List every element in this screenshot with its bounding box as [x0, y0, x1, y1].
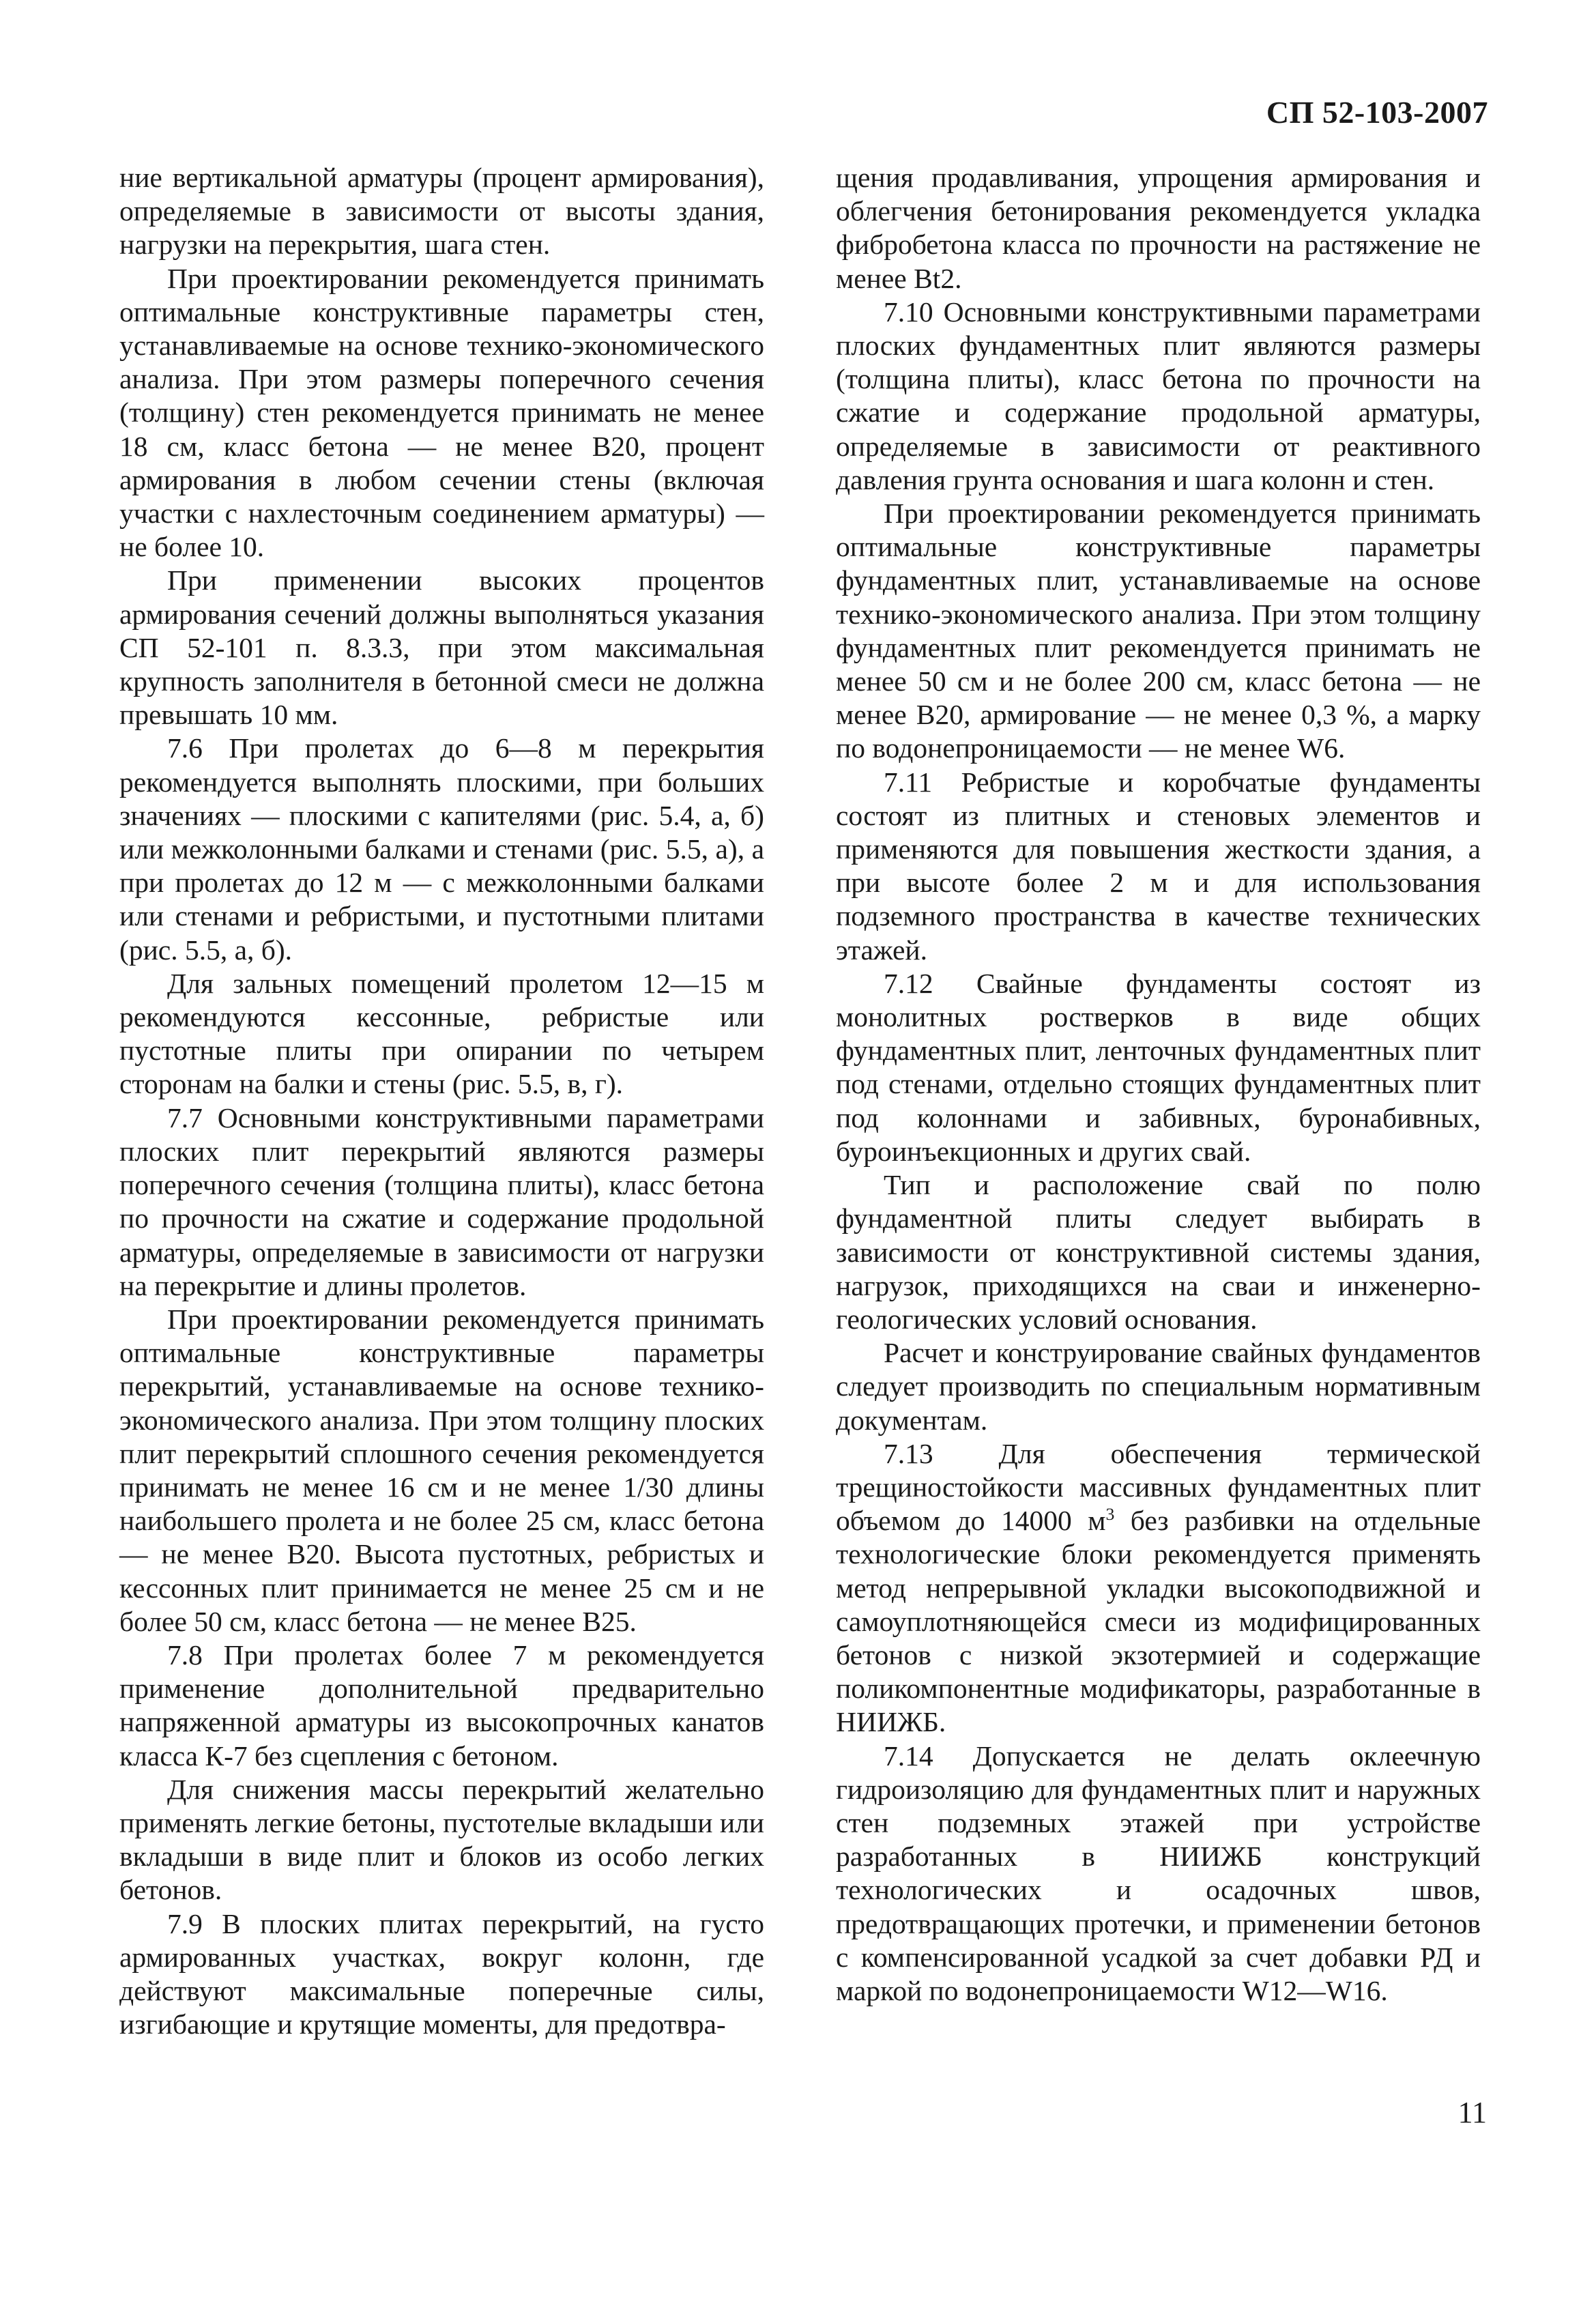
paragraph: Расчет и конструирование свайных фундаментов следует производить по специальным нормативным документам.	[836, 1337, 1481, 1436]
paragraph: Для снижения массы перекрытий желательно применять легкие бетоны, пустотелые вкладыши или вкладыши в виде плит и блоков из особо легких бетонов.	[119, 1773, 764, 1906]
paragraph-7-12: 7.12 Свайные фундаменты состоят из монолитных ростверков в виде общих фундаментных плит, ленточных фундаментных плит под стенами, отдельно стоящих фундаментных плит под колоннами и забивных, буронабивных, буроинъекционных и других свай.	[836, 967, 1481, 1167]
paragraph: Тип и расположение свай по полю фундаментной плиты следует выбирать в зависимости от конструктивной системы здания, нагрузок, приходящихся на сваи и инженерно-геологических условий основания.	[836, 1169, 1481, 1335]
page-number: 11	[1457, 2096, 1487, 2129]
right-text-column	[836, 161, 1481, 2008]
paragraph: При проектировании рекомендуется принимать оптимальные конструктивные параметры стен, устанавливаемые на основе технико-экономического анализа. При этом размеры поперечного сечения (толщину) стен рекомендуется принимать не менее 18 см, класс бетона — не менее В20, процент армирования в любом сечении стены (включая участки с нахлесточным соединением арматуры) — не более 10.	[119, 262, 764, 563]
paragraph-7-10: 7.10 Основными конструктивными параметрами плоских фундаментных плит являются размеры (толщина плиты), класс бетона по прочности на сжатие и содержание продольной арматуры, определяемые в зависимости от реактивного давления грунта основания и шага колонн и стен.	[836, 295, 1481, 495]
left-text-column	[119, 161, 764, 2041]
paragraph-7-13	[836, 1437, 1481, 1739]
superscript: 3	[1105, 1504, 1115, 1525]
paragraph: При проектировании рекомендуется принимать оптимальные конструктивные параметры перекрытий, устанавливаемые на основе технико-экономического анализа. При этом толщину плоских плит перекрытий сплошного сечения рекомендуется принимать не менее 16 см и не менее 1/30 длины наибольшего пролета и не более 25 см, класс бетона — не менее В20. Высота пустотных, ребристых и кессонных плит принимается не менее 25 см и не более 50 см, класс бетона — не менее В25.	[119, 1303, 764, 1637]
paragraph: Для зальных помещений пролетом 12—15 м рекомендуются кессонные, ребристые или пустотные плиты при опирании по четырем сторонам на балки и стены (рис. 5.5, в, г).	[119, 967, 764, 1100]
paragraph-7-11: 7.11 Ребристые и коробчатые фундаменты состоят из плитных и стеновых элементов и применяются для повышения жесткости здания, а при высоте более 2 м и для использования подземного пространства в качестве технических этажей.	[836, 766, 1481, 966]
document-code-header: СП 52-103-2007	[1266, 95, 1488, 130]
paragraph: При проектировании рекомендуется принимать оптимальные конструктивные параметры фундаментных плит, устанавливаемые на основе технико-экономического анализа. При этом толщину фундаментных плит рекомендуется принимать не менее 50 см и не более 200 см, класс бетона — не менее В20, армирование — не менее 0,3 %, а марку по водонепроницаемости — не менее W6.	[836, 497, 1481, 764]
paragraph-7-9: 7.9 В плоских плитах перекрытий, на густо армированных участках, вокруг колонн, где действуют максимальные поперечные силы, изгибающие и крутящие моменты, для предотвра-	[119, 1907, 764, 2040]
paragraph-7-8: 7.8 При пролетах более 7 м рекомендуется применение дополнительной предварительно напряженной арматуры из высокопрочных канатов класса К-7 без сцепления с бетоном.	[119, 1638, 764, 1772]
paragraph-7-7: 7.7 Основными конструктивными параметрами плоских плит перекрытий являются размеры поперечного сечения (толщина плиты), класс бетона по прочности на сжатие и содержание продольной арматуры, определяемые в зависимости от нагрузки на перекрытие и длины пролетов.	[119, 1101, 764, 1301]
paragraph-7-14: 7.14 Допускается не делать оклеечную гидроизоляцию для фундаментных плит и наружных стен подземных этажей при устройстве разработанных в НИИЖБ конструкций технологических и осадочных швов, предотвращающих протечки, и применении бетонов с компенсированной усадкой за счет добавки РД и маркой по водонепроницаемости W12—W16.	[836, 1739, 1481, 2006]
paragraph-text: 7.13 Для обеспечения термической трещиностойкости массивных фундаментных плит объемом до 14000 м	[836, 1437, 1481, 1537]
paragraph: ние вертикальной арматуры (процент армирования), определяемые в зависимости от высоты здания, нагрузки на перекрытия, шага стен.	[119, 162, 764, 261]
paragraph: щения продавливания, упрощения армирования и облегчения бетонирования рекомендуется укладка фибробетона класса по прочности на растяжение не менее Bt2.	[836, 162, 1481, 294]
paragraph-7-6: 7.6 При пролетах до 6—8 м перекрытия рекомендуется выполнять плоскими, при больших значениях — плоскими с капителями (рис. 5.4, а, б) или межколонными балками и стенами (рис. 5.5, а), а при пролетах до 12 м — с межколонными балками или стенами и ребристыми, и пустотными плитами (рис. 5.5, а, б).	[119, 732, 764, 966]
paragraph-text: без разбивки на отдельные технологические блоки рекомендуется применять метод непрерывной укладки высокоподвижной и самоуплотняющейся смеси из модифицированных бетонов с низкой экзотермией и содержащие поликомпонентные модификаторы, разработанные в НИИЖБ.	[836, 1505, 1481, 1738]
paragraph: При применении высоких процентов армирования сечений должны выполняться указания СП 52-101 п. 8.3.3, при этом максимальная крупность заполнителя в бетонной смеси не должна превышать 10 мм.	[119, 564, 764, 731]
